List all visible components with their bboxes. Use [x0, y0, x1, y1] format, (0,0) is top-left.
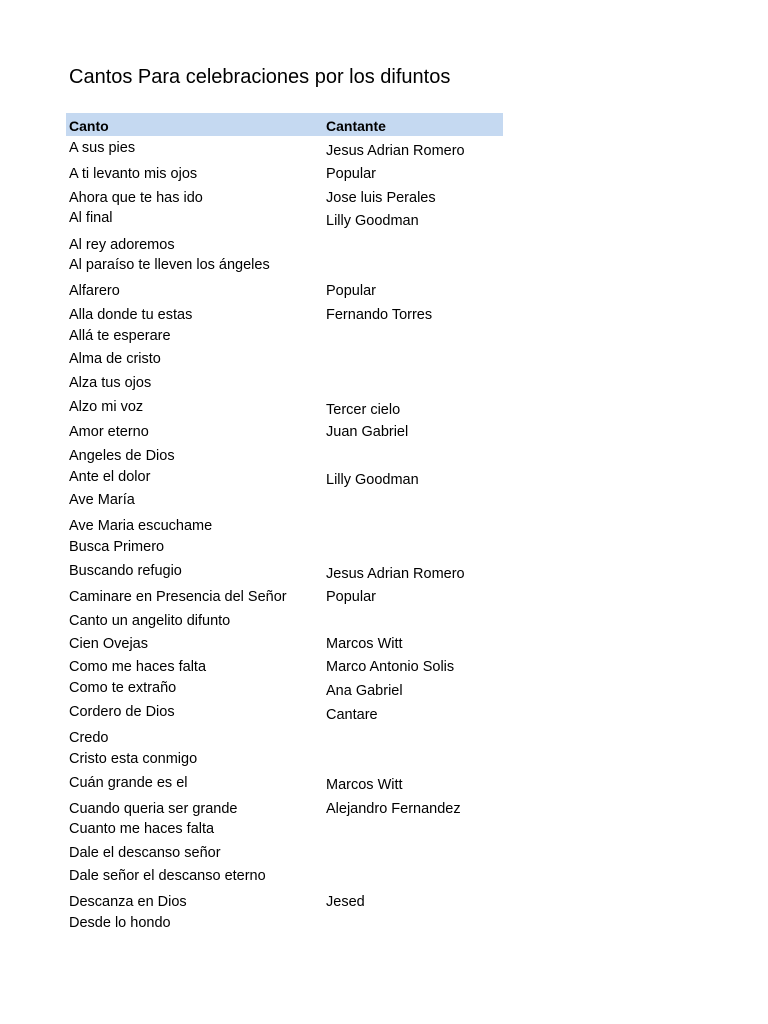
song-title: Allá te esperare — [69, 328, 171, 344]
song-title: Alla donde tu estas — [69, 307, 193, 323]
song-title: Cuán grande es el — [69, 775, 188, 791]
song-singer: Jesus Adrian Romero — [326, 143, 465, 159]
song-title: A ti levanto mis ojos — [69, 166, 198, 182]
song-title: Buscando refugio — [69, 563, 182, 579]
song-title: A sus pies — [69, 140, 136, 156]
song-singer: Jesus Adrian Romero — [326, 566, 465, 582]
song-title: Cuando queria ser grande — [69, 801, 238, 817]
song-title: Ahora que te has ido — [69, 190, 203, 206]
column-header-canto: Canto — [69, 118, 109, 134]
song-title: Dale el descanso señor — [69, 845, 221, 861]
song-singer: Popular — [326, 589, 376, 605]
song-title: Al paraíso te lleven los ángeles — [69, 257, 270, 273]
song-singer: Marcos Witt — [326, 777, 403, 793]
song-title: Al rey adoremos — [69, 237, 175, 253]
song-title: Cristo esta conmigo — [69, 751, 198, 767]
song-singer: Popular — [326, 283, 376, 299]
song-title: Credo — [69, 730, 109, 746]
song-title: Cien Ovejas — [69, 636, 148, 652]
song-title: Canto un angelito difunto — [69, 613, 231, 629]
song-title: Alza tus ojos — [69, 375, 152, 391]
song-singer: Jose luis Perales — [326, 190, 436, 206]
song-title: Caminare en Presencia del Señor — [69, 589, 287, 605]
column-header-cantante: Cantante — [326, 118, 386, 134]
song-singer: Fernando Torres — [326, 307, 433, 323]
song-title: Angeles de Dios — [69, 448, 175, 464]
song-singer: Marcos Witt — [326, 636, 403, 652]
song-title: Ave Maria escuchame — [69, 518, 213, 534]
song-title: Descanza en Dios — [69, 894, 187, 910]
song-title: Cordero de Dios — [69, 704, 175, 720]
song-singer: Ana Gabriel — [326, 683, 403, 699]
song-singer: Juan Gabriel — [326, 424, 409, 440]
song-singer: Tercer cielo — [326, 402, 401, 418]
song-singer: Lilly Goodman — [326, 213, 419, 229]
song-title: Como te extraño — [69, 680, 177, 696]
page-title: Cantos Para celebraciones por los difuntos — [69, 66, 451, 88]
song-title: Al final — [69, 210, 113, 226]
song-title: Ave María — [69, 492, 135, 508]
song-singer: Marco Antonio Solis — [326, 659, 455, 675]
song-singer: Cantare — [326, 707, 378, 723]
song-title: Alma de cristo — [69, 351, 161, 367]
song-title: Alzo mi voz — [69, 399, 144, 415]
song-singer: Lilly Goodman — [326, 472, 419, 488]
song-title: Alfarero — [69, 283, 120, 299]
song-title: Como me haces falta — [69, 659, 207, 675]
song-title: Busca Primero — [69, 539, 165, 555]
song-title: Dale señor el descanso eterno — [69, 868, 266, 884]
song-singer: Jesed — [326, 894, 365, 910]
song-title: Cuanto me haces falta — [69, 821, 215, 837]
song-title: Desde lo hondo — [69, 915, 171, 931]
song-singer: Alejandro Fernandez — [326, 801, 461, 817]
song-title: Ante el dolor — [69, 469, 151, 485]
song-title: Amor eterno — [69, 424, 149, 440]
song-singer: Popular — [326, 166, 376, 182]
